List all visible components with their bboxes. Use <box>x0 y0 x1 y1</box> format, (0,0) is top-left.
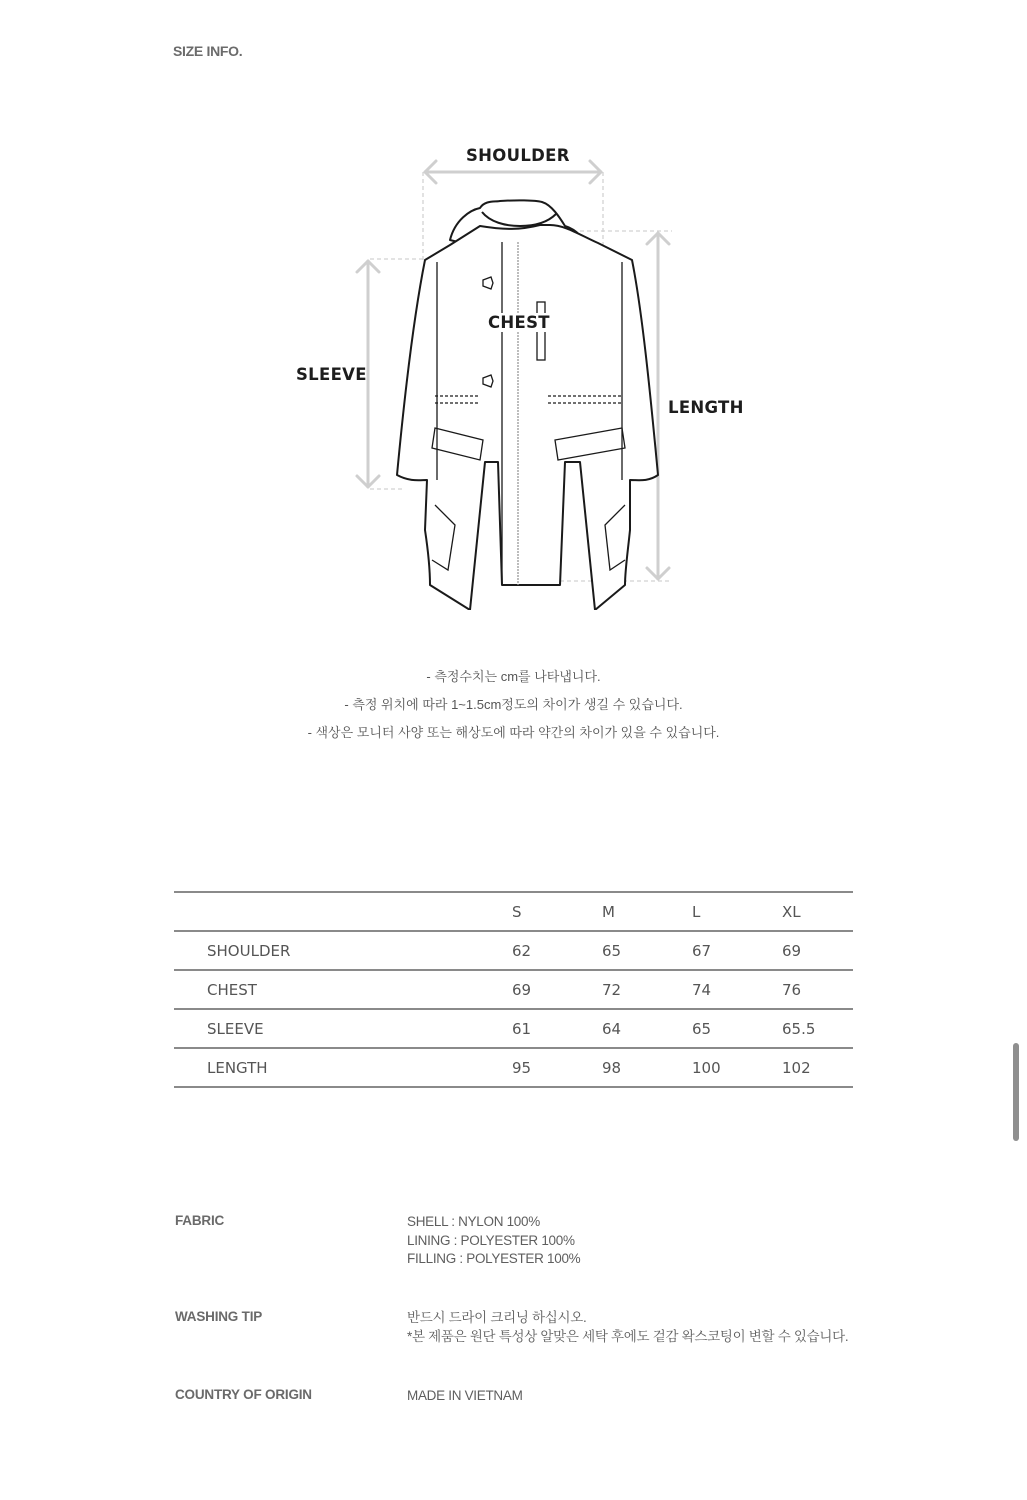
cell: 69 <box>512 970 602 1009</box>
cell: 62 <box>512 931 602 970</box>
cell: 69 <box>782 931 853 970</box>
section-title: SIZE INFO. <box>173 43 243 59</box>
cell: 65 <box>602 931 692 970</box>
cell: 98 <box>602 1048 692 1087</box>
cell: 74 <box>692 970 782 1009</box>
row-label: LENGTH <box>174 1048 512 1087</box>
measurement-notes <box>0 663 1027 747</box>
table-row <box>174 931 853 970</box>
shoulder-label: SHOULDER <box>466 146 570 165</box>
header-cell-s: S <box>512 892 602 931</box>
cell: 65.5 <box>782 1009 853 1048</box>
cell: 64 <box>602 1009 692 1048</box>
cell: 76 <box>782 970 853 1009</box>
cell: 102 <box>782 1048 853 1087</box>
fabric-value <box>407 1213 580 1269</box>
country-value: MADE IN VIETNAM <box>407 1388 523 1403</box>
sleeve-label: SLEEVE <box>296 365 367 384</box>
table-row <box>174 1048 853 1087</box>
row-label: SLEEVE <box>174 1009 512 1048</box>
cell: 67 <box>692 931 782 970</box>
washing-line: *본 제품은 원단 특성상 알맞은 세탁 후에도 겉감 왁스코팅이 변할 수 있습니다. <box>407 1328 849 1344</box>
fabric-line: LINING : POLYESTER 100% <box>407 1232 575 1248</box>
cell: 61 <box>512 1009 602 1048</box>
scrollbar[interactable] <box>1013 1043 1019 1141</box>
note-line: - 색상은 모니터 사양 또는 해상도에 따라 약간의 차이가 있을 수 있습니다. <box>307 725 720 740</box>
table-row <box>174 1009 853 1048</box>
header-cell-m: M <box>602 892 692 931</box>
header-cell-xl: XL <box>782 892 853 931</box>
fabric-line: SHELL : NYLON 100% <box>407 1214 540 1229</box>
fabric-label: FABRIC <box>175 1213 225 1228</box>
fabric-line: FILLING : POLYESTER 100% <box>407 1251 581 1266</box>
washing-tip-value <box>407 1309 848 1346</box>
note-line: - 측정수치는 cm를 나타냅니다. <box>426 669 601 684</box>
row-label: SHOULDER <box>174 931 512 970</box>
country-label: COUNTRY OF ORIGIN <box>175 1387 312 1402</box>
cell: 100 <box>692 1048 782 1087</box>
table-row <box>174 970 853 1009</box>
header-cell-l: L <box>692 892 782 931</box>
washing-line: 반드시 드라이 크리닝 하십시오. <box>407 1310 587 1325</box>
size-table <box>174 891 853 1088</box>
length-label: LENGTH <box>668 398 744 417</box>
header-cell <box>174 892 512 931</box>
cell: 72 <box>602 970 692 1009</box>
size-diagram <box>280 130 760 610</box>
row-label: CHEST <box>174 970 512 1009</box>
cell: 95 <box>512 1048 602 1087</box>
note-line: - 측정 위치에 따라 1~1.5cm정도의 차이가 생길 수 있습니다. <box>344 697 683 712</box>
chest-label: CHEST <box>488 313 550 332</box>
washing-tip-label: WASHING TIP <box>175 1309 263 1324</box>
table-header-row <box>174 892 853 931</box>
cell: 65 <box>692 1009 782 1048</box>
